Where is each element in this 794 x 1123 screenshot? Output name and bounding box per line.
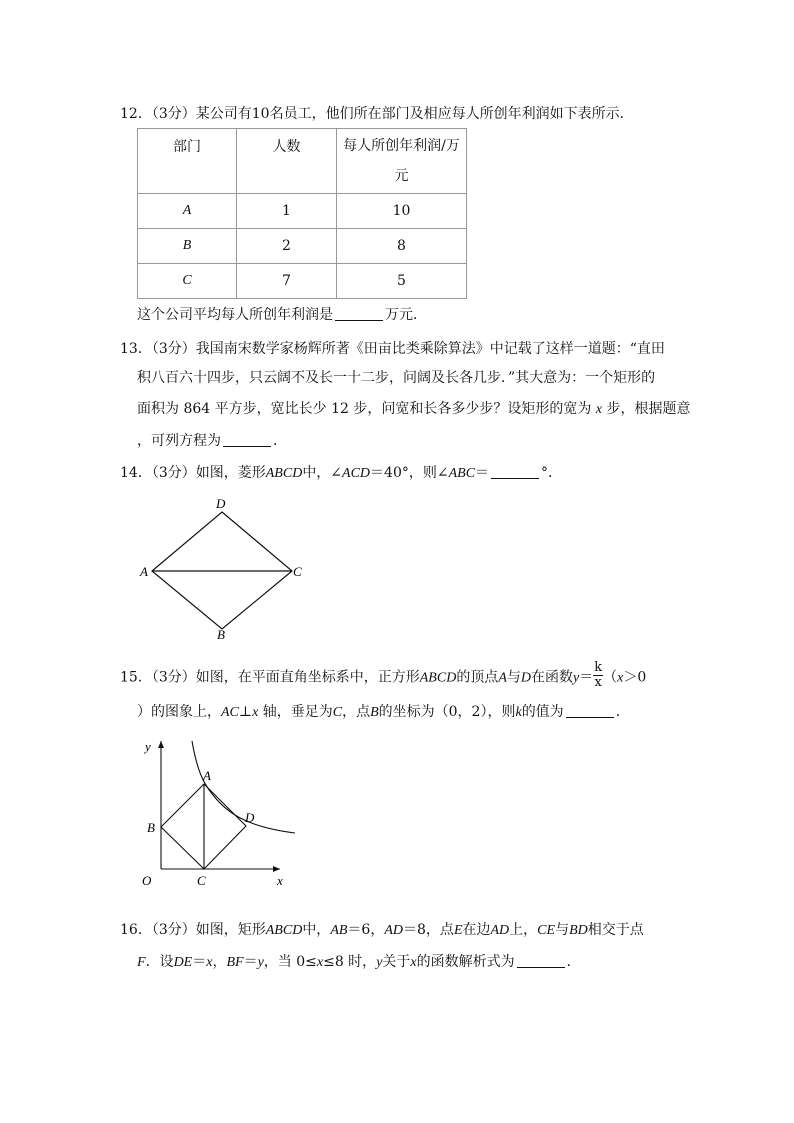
label-b: B: [147, 820, 155, 835]
label-x: x: [277, 873, 283, 888]
cell-count: 2: [237, 229, 337, 264]
cell-profit: 8: [337, 229, 467, 264]
table-row: [138, 264, 467, 299]
cell-dept: B: [138, 229, 237, 264]
label-c: C: [293, 564, 302, 579]
table-row: [138, 194, 467, 229]
header-dept: 部门: [138, 129, 237, 194]
q14-stem: 14．（3分）如图，菱形ABCD中，∠ACD＝40°，则∠ABC＝ °．: [120, 465, 563, 481]
coordinate-figure: [135, 735, 300, 895]
cell-count: 1: [237, 194, 337, 229]
answer-blank[interactable]: [335, 306, 383, 321]
fraction-k-over-x: $\frac{k}{x}$: [594, 660, 603, 690]
q12-stem: [120, 104, 634, 124]
profit-table: [137, 128, 467, 299]
header-profit: 每人所创年利润/万 元: [337, 129, 467, 194]
answer-blank[interactable]: [223, 432, 271, 447]
label-o: O: [142, 873, 152, 888]
q13-line1: 13．（3分）我国南宋数学家杨辉所著《田亩比类乘除算法》中记载了这样一道题：“直田: [120, 341, 665, 357]
rhombus-figure: [130, 490, 320, 650]
label-d: D: [216, 496, 226, 511]
label-d: D: [245, 810, 255, 825]
label-b: B: [217, 627, 225, 642]
header-count: 人数: [237, 129, 337, 194]
label-y: y: [145, 739, 151, 754]
label-c: C: [197, 873, 206, 888]
cell-dept: A: [138, 194, 237, 229]
table-header-row: [138, 129, 467, 194]
q13-number: 13．: [120, 341, 152, 357]
table-row: [138, 229, 467, 264]
q12-points: （3分）: [151, 106, 196, 122]
y-axis-arrow-icon: [158, 741, 164, 748]
q15-line2: ）的图象上，AC⊥x 轴，垂足为C，点B的坐标为（0，2），则k的值为 ．: [137, 704, 630, 720]
q13-line4: ，可列方程为 ．: [137, 433, 287, 449]
q15-line1: 15．（3分）如图，在平面直角坐标系中，正方形ABCD的顶点A与D在函数y＝ $\frac{k}{x}$ （x＞0: [120, 660, 647, 690]
q12-text: 某公司有10名员工，他们所在部门及相应每人所创年利润如下表所示．: [195, 106, 634, 122]
cell-profit: 5: [337, 264, 467, 299]
cell-profit: 10: [337, 194, 467, 229]
q13-line2: 积八百六十四步，只云阔不及长一十二步，问阔及长各几步．”其大意为：一个矩形的: [137, 370, 656, 386]
label-a: A: [140, 564, 148, 579]
answer-blank[interactable]: [517, 953, 565, 968]
answer-blank[interactable]: [566, 703, 614, 718]
label-a: A: [203, 768, 211, 783]
q13-line3: 面积为 864 平方步，宽比长少 12 步，问宽和长各多少步？设矩形的宽为 x 步，根据题意: [137, 401, 691, 417]
answer-blank[interactable]: [491, 464, 539, 479]
q12-question: 这个公司平均每人所创年利润是 万元．: [137, 307, 427, 323]
q12-number: 12．: [120, 106, 152, 122]
cell-count: 7: [237, 264, 337, 299]
cell-dept: C: [138, 264, 237, 299]
q16-line1: 16．（3分）如图，矩形ABCD中，AB＝6，AD＝8，点E在边AD上，CE与BD相交于点: [120, 922, 644, 938]
q16-line2: F．设DE＝x，BF＝y，当 0≤x≤8 时，y关于x的函数解析式为 ．: [137, 954, 581, 970]
x-axis-arrow-icon: [273, 866, 280, 872]
